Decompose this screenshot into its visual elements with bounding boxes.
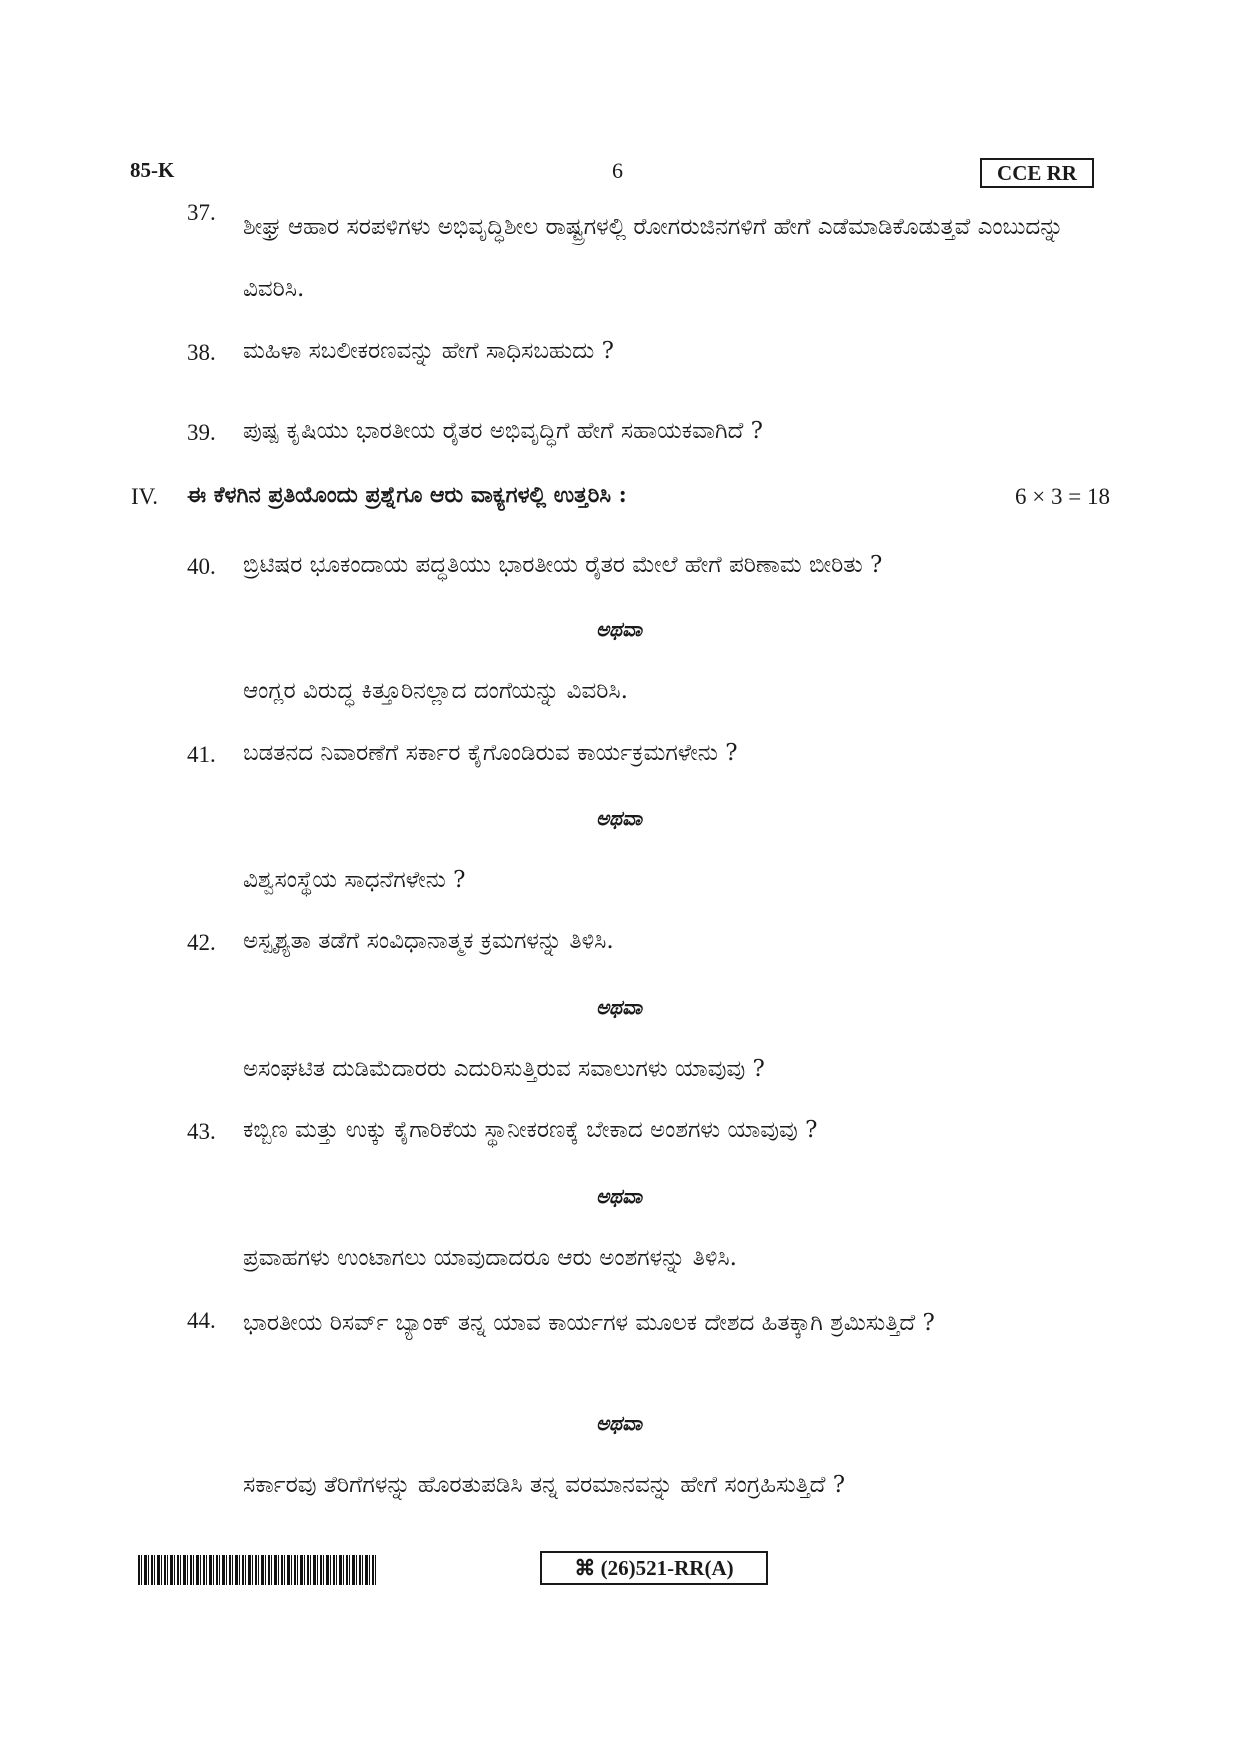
question-text: ಭಾರತೀಯ ರಿಸರ್ವ್ ಬ್ಯಾಂಕ್ ತನ್ನ ಯಾವ ಕಾರ್ಯಗಳ ಮೂಲಕ ದೇಶದ ಹಿತಕ್ಕಾಗಿ ಶ್ರಮಿಸುತ್ತಿದೆ ? [243,1310,935,1336]
question-text: ಶೀಘ್ರ ಆಹಾರ ಸರಪಳಿಗಳು ಅಭಿವೃದ್ಧಿಶೀಲ ರಾಷ್ಟ್ರಗಳಲ್ಲಿ ರೋಗರುಜಿನಗಳಿಗೆ ಹೇಗೆ ಎಡೆಮಾಡಿಕೊಡುತ್ತವೆ ಎಂಬುದನ್ನು ವಿವರಿಸಿ. [243,214,1064,302]
footer-code-box [540,1551,768,1585]
alternative-question: ಆಂಗ್ಲರ ವಿರುದ್ಧ ಕಿತ್ತೂರಿನಲ್ಲಾದ ದಂಗೆಯನ್ನು ವಿವರಿಸಿ. [243,678,628,704]
question-number: 43. [187,1119,216,1144]
or-label: ಅಥವಾ [596,995,642,1019]
or-label: ಅಥವಾ [596,617,642,641]
alternative-question: ಪ್ರವಾಹಗಳು ಉಂಟಾಗಲು ಯಾವುದಾದರೂ ಆರು ಅಂಶಗಳನ್ನು ತಿಳಿಸಿ. [243,1245,737,1271]
question-number: 41. [187,742,216,767]
section-instruction: ಈ ಕೆಳಗಿನ ಪ್ರತಿಯೊಂದು ಪ್ರಶ್ನೆಗೂ ಆರು ವಾಕ್ಯಗಳಲ್ಲಿ ಉತ್ತರಿಸಿ : [187,482,627,508]
question-text: ಕಬ್ಬಿಣ ಮತ್ತು ಉಕ್ಕು ಕೈಗಾರಿಕೆಯ ಸ್ಥಾನೀಕರಣಕ್ಕೆ ಬೇಕಾದ ಅಂಶಗಳು ಯಾವುವು ? [243,1117,818,1143]
footer-code: (26)521-RR(A) [600,1556,734,1580]
question-text: ಮಹಿಳಾ ಸಬಲೀಕರಣವನ್ನು ಹೇಗೆ ಸಾಧಿಸಬಹುದು ? [243,338,614,364]
or-label: ಅಥವಾ [596,806,642,830]
section-number: IV. [131,484,159,509]
section-marks: 6 × 3 = 18 [1015,484,1110,509]
or-label: ಅಥವಾ [596,1411,642,1435]
page-number: 6 [612,158,623,183]
question-number: 42. [187,930,216,955]
paper-code: 85-K [130,158,175,182]
question-number: 44. [187,1308,216,1333]
question-number: 40. [187,554,216,579]
alternative-question: ಅಸಂಘಟಿತ ದುಡಿಮೆದಾರರು ಎದುರಿಸುತ್ತಿರುವ ಸವಾಲುಗಳು ಯಾವುವು ? [243,1056,765,1082]
alternative-question: ವಿಶ್ವಸಂಸ್ಥೆಯ ಸಾಧನೆಗಳೇನು ? [243,867,466,893]
question-text: ಬ್ರಿಟಿಷರ ಭೂಕಂದಾಯ ಪದ್ಧತಿಯು ಭಾರತೀಯ ರೈತರ ಮೇಲೆ ಹೇಗೆ ಪರಿಣಾಮ ಬೀರಿತು ? [243,552,883,578]
question-number: 39. [187,420,216,445]
scheme-box: CCE RR [980,158,1094,188]
alternative-question: ಸರ್ಕಾರವು ತೆರಿಗೆಗಳನ್ನು ಹೊರತುಪಡಿಸಿ ತನ್ನ ವರಮಾನವನ್ನು ಹೇಗೆ ಸಂಗ್ರಹಿಸುತ್ತಿದೆ ? [243,1472,846,1498]
command-icon: ⌘ [574,1556,596,1580]
or-label: ಅಥವಾ [596,1184,642,1208]
question-text: ಅಸ್ಪೃಶ್ಯತಾ ತಡೆಗೆ ಸಂವಿಧಾನಾತ್ಮಕ ಕ್ರಮಗಳನ್ನು ತಿಳಿಸಿ. [243,928,614,954]
question-text: ಪುಷ್ಪ ಕೃಷಿಯು ಭಾರತೀಯ ರೈತರ ಅಭಿವೃದ್ಧಿಗೆ ಹೇಗೆ ಸಹಾಯಕವಾಗಿದೆ ? [243,418,763,444]
barcode [138,1555,378,1585]
question-number: 37. [187,200,216,225]
question-number: 38. [187,340,216,365]
question-text: ಬಡತನದ ನಿವಾರಣೆಗೆ ಸರ್ಕಾರ ಕೈಗೊಂಡಿರುವ ಕಾರ್ಯಕ್ರಮಗಳೇನು ? [243,740,738,766]
